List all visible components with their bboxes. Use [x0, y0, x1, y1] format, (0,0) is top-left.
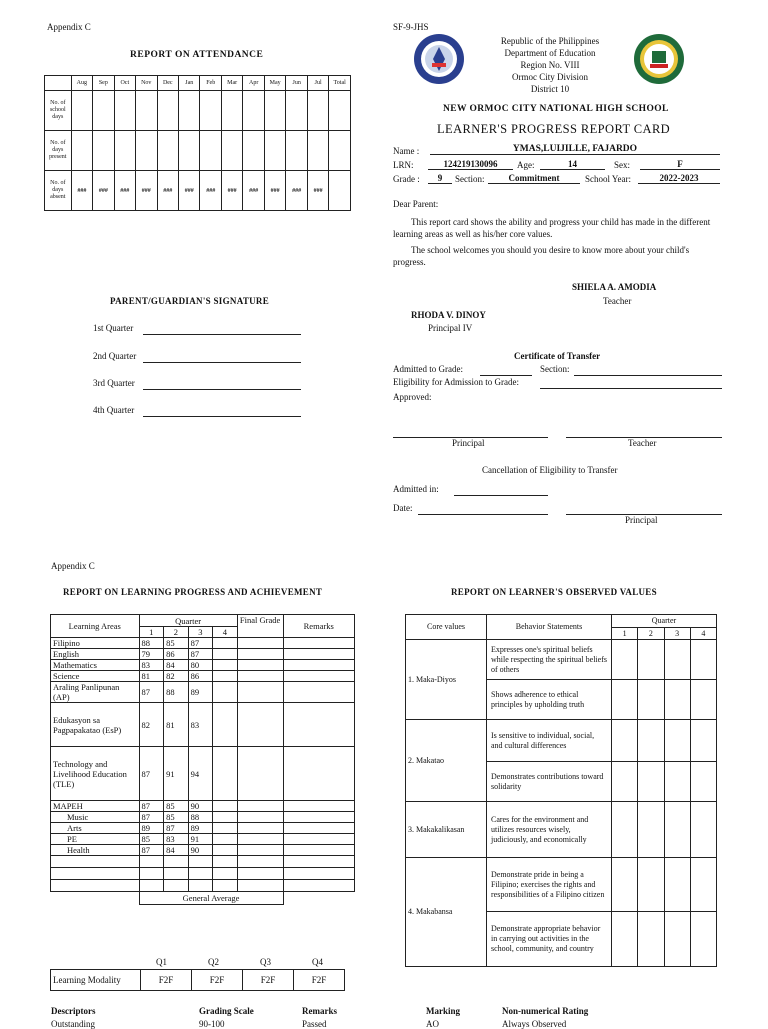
- sex-label: Sex:: [614, 160, 631, 170]
- grade-cell: 90: [188, 845, 213, 856]
- grade-cell: 85: [164, 638, 189, 649]
- grade-cell: 87: [188, 638, 213, 649]
- modality-value: F2F: [294, 970, 345, 991]
- welcome-paragraph: The school welcomes you should you desire to know more about your child's progress.: [393, 245, 690, 267]
- core-value-label: 4. Makabansa: [406, 858, 487, 967]
- modality-q3: Q3: [260, 957, 271, 967]
- eligibility-line[interactable]: [540, 377, 722, 389]
- principal-caption: Principal: [452, 438, 485, 448]
- absent-cell: ###: [157, 171, 178, 211]
- table-row: [51, 649, 355, 660]
- general-average-label: General Average: [139, 892, 283, 905]
- grade-cell: 85: [164, 812, 189, 823]
- section-value: Commitment: [488, 173, 580, 184]
- subject-name: Edukasyon sa Pagpapakatao (EsP): [51, 703, 140, 747]
- modality-table: [50, 969, 345, 991]
- subject-name: Health: [51, 845, 140, 856]
- header-line: Region No. VIII: [520, 60, 580, 70]
- grade-cell: 81: [164, 703, 189, 747]
- subject-name: Arts: [51, 823, 140, 834]
- lrn-value: 124219130096: [428, 159, 513, 170]
- appendix-label-bottom: Appendix C: [51, 561, 95, 571]
- behavior-statement: Demonstrate pride in being a Filipino; exercises the rights and responsibilities of a Filipino citizen: [487, 858, 612, 912]
- behavior-statement: Is sensitive to individual, social, and cultural differences: [487, 720, 612, 762]
- cancellation-principal-caption: Principal: [625, 515, 658, 525]
- attendance-table: [44, 75, 351, 211]
- absent-cell: ###: [243, 171, 264, 211]
- date-line[interactable]: [418, 503, 548, 515]
- quarter-number: 3: [188, 627, 213, 638]
- table-row: [51, 812, 355, 823]
- month-header: Jul: [307, 76, 328, 91]
- quarter-label-1: 1st Quarter: [93, 323, 134, 333]
- modality-label: Learning Modality: [51, 970, 141, 991]
- core-value-label: 3. Makakalikasan: [406, 802, 487, 858]
- signature-line-1[interactable]: [143, 323, 301, 335]
- subject-name: Music: [51, 812, 140, 823]
- values-quarter-number: 2: [638, 628, 664, 640]
- header-final-grade: Final Grade: [237, 615, 283, 638]
- admitted-in-label: Admitted in:: [393, 484, 439, 494]
- quarter-number: 4: [213, 627, 238, 638]
- school-seal-icon: [633, 33, 685, 85]
- values-quarter-number: 3: [664, 628, 690, 640]
- absent-cell: ###: [221, 171, 243, 211]
- month-header: Oct: [114, 76, 135, 91]
- row-label-school-days: No. of school days: [45, 91, 72, 131]
- month-header: May: [264, 76, 286, 91]
- cancellation-title: Cancellation of Eligibility to Transfer: [482, 465, 618, 475]
- admitted-grade-label: Admitted to Grade:: [393, 364, 463, 374]
- month-header: Dec: [157, 76, 178, 91]
- table-row: [51, 703, 355, 747]
- modality-q1: Q1: [156, 957, 167, 967]
- values-row: [406, 720, 717, 762]
- legend-marking: AO: [426, 1019, 439, 1029]
- sex-value: F: [640, 159, 720, 170]
- values-row: [406, 802, 717, 858]
- header-remarks: Remarks: [283, 615, 354, 638]
- header-behavior: Behavior Statements: [487, 615, 612, 640]
- grade-cell: 79: [139, 649, 164, 660]
- table-row: [51, 834, 355, 845]
- grade-cell: 80: [188, 660, 213, 671]
- month-header: Apr: [243, 76, 264, 91]
- header-values-quarter: Quarter: [612, 615, 717, 628]
- grade-cell: 82: [139, 703, 164, 747]
- legend-descriptor: Outstanding: [51, 1019, 95, 1029]
- teacher-title: Teacher: [603, 296, 632, 306]
- table-row: [51, 682, 355, 703]
- subject-name: Filipino: [51, 638, 140, 649]
- header-line: Ormoc City Division: [512, 72, 588, 82]
- name-value: YMAS,LUIJILLE, FAJARDO: [430, 144, 720, 155]
- principal-signature-line[interactable]: [393, 426, 548, 438]
- modality-q2: Q2: [208, 957, 219, 967]
- grade-cell: 81: [139, 671, 164, 682]
- grade-cell: 85: [164, 801, 189, 812]
- grade-cell: 94: [188, 747, 213, 801]
- absent-cell: ###: [179, 171, 200, 211]
- month-header: Feb: [200, 76, 221, 91]
- section2-label: Section:: [540, 364, 570, 374]
- modality-q4: Q4: [312, 957, 323, 967]
- subject-name: English: [51, 649, 140, 660]
- admitted-in-line[interactable]: [454, 484, 548, 496]
- signature-title: PARENT/GUARDIAN'S SIGNATURE: [110, 296, 270, 306]
- absent-cell: ###: [93, 171, 114, 211]
- legend-remark: Passed: [302, 1019, 327, 1029]
- school-year-value: 2022-2023: [638, 173, 720, 184]
- grade-cell: 83: [164, 834, 189, 845]
- grade-cell: 91: [188, 834, 213, 845]
- lrn-label: LRN:: [393, 160, 414, 170]
- date-label: Date:: [393, 503, 413, 513]
- absent-cell: ###: [200, 171, 221, 211]
- header-quarter: Quarter: [139, 615, 237, 627]
- grade-cell: 87: [188, 649, 213, 660]
- modality-value: F2F: [243, 970, 294, 991]
- month-header: Nov: [136, 76, 158, 91]
- quarter-label-4: 4th Quarter: [93, 405, 135, 415]
- age-value: 14: [540, 159, 605, 170]
- learning-title: REPORT ON LEARNING PROGRESS AND ACHIEVEMENT: [63, 587, 323, 597]
- grade-cell: 83: [139, 660, 164, 671]
- month-header: Jan: [179, 76, 200, 91]
- behavior-statement: Demonstrates contributions toward solidarity: [487, 762, 612, 802]
- cancellation-principal-line[interactable]: [566, 503, 722, 515]
- header-line: District 10: [530, 84, 570, 94]
- teacher-name: SHIELA A. AMODIA: [572, 282, 657, 292]
- grade-cell: 85: [139, 834, 164, 845]
- quarter-label-3: 3rd Quarter: [93, 378, 135, 388]
- absent-cell: ###: [114, 171, 135, 211]
- grade-cell: 84: [164, 660, 189, 671]
- legend-rating: Always Observed: [502, 1019, 567, 1029]
- legend-scale: 90-100: [199, 1019, 225, 1029]
- modality-value: F2F: [141, 970, 192, 991]
- header-core-values: Core values: [406, 615, 487, 640]
- month-header: Aug: [71, 76, 93, 91]
- section-label: Section:: [455, 174, 485, 184]
- behavior-statement: Demonstrate appropriate behavior in carrying out activities in the school, community, and country: [487, 912, 612, 967]
- absent-cell: ###: [307, 171, 328, 211]
- core-value-label: 2. Makatao: [406, 720, 487, 802]
- legend-remarks-header: Remarks: [302, 1006, 337, 1016]
- legend-descriptors-header: Descriptors: [51, 1006, 96, 1016]
- dear-parent: Dear Parent:: [393, 199, 439, 209]
- certificate-title: Certificate of Transfer: [514, 351, 601, 361]
- grade-cell: 82: [164, 671, 189, 682]
- eligibility-label: Eligibility for Admission to Grade:: [393, 377, 519, 387]
- form-code: SF-9-JHS: [393, 22, 429, 32]
- approved-label: Approved:: [393, 392, 432, 402]
- principal-title: Principal IV: [428, 323, 473, 333]
- absent-cell: ###: [71, 171, 93, 211]
- grade-cell: 87: [164, 823, 189, 834]
- subject-name: MAPEH: [51, 801, 140, 812]
- grade-label: Grade :: [393, 174, 420, 184]
- absent-cell: ###: [136, 171, 158, 211]
- subject-name: Technology and Livelihood Education (TLE): [51, 747, 140, 801]
- grade-cell: 86: [164, 649, 189, 660]
- grade-cell: 87: [139, 801, 164, 812]
- behavior-statement: Shows adherence to ethical principles by upholding truth: [487, 680, 612, 720]
- subject-name: Araling Panlipunan (AP): [51, 682, 140, 703]
- government-header: [480, 35, 620, 95]
- learning-table: [50, 614, 355, 905]
- table-row: [51, 845, 355, 856]
- grade-cell: 89: [188, 823, 213, 834]
- grade-cell: 87: [139, 682, 164, 703]
- values-row: [406, 640, 717, 680]
- intro-paragraph: This report card shows the ability and progress your child has made in the different learning areas as well as his/her core values.: [393, 217, 711, 239]
- admitted-grade-line[interactable]: [480, 364, 532, 376]
- core-value-label: 1. Maka-Diyos: [406, 640, 487, 720]
- signature-line-4[interactable]: [143, 405, 301, 417]
- grade-cell: 88: [139, 638, 164, 649]
- absent-cell: ###: [264, 171, 286, 211]
- month-header: Jun: [286, 76, 307, 91]
- teacher-signature-line[interactable]: [566, 426, 722, 438]
- grade-cell: 86: [188, 671, 213, 682]
- deped-seal-icon: [413, 33, 465, 85]
- header-line: Republic of the Philippines: [500, 36, 600, 46]
- row-label-days-absent: No. of days absent: [45, 171, 72, 211]
- subject-name: PE: [51, 834, 140, 845]
- table-row: [51, 747, 355, 801]
- quarter-number: 1: [139, 627, 164, 638]
- table-row: [51, 671, 355, 682]
- grade-cell: 89: [188, 682, 213, 703]
- card-title: LEARNER'S PROGRESS REPORT CARD: [437, 122, 671, 136]
- grade-value: 9: [428, 173, 452, 184]
- appendix-label-top: Appendix C: [47, 22, 91, 32]
- subject-name: Science: [51, 671, 140, 682]
- legend-grading-scale-header: Grading Scale: [199, 1006, 254, 1016]
- row-label-days-present: No. of days present: [45, 131, 72, 171]
- table-row: [51, 823, 355, 834]
- age-label: Age:: [517, 160, 535, 170]
- grade-cell: 83: [188, 703, 213, 747]
- values-title: REPORT ON LEARNER'S OBSERVED VALUES: [451, 587, 657, 597]
- values-quarter-number: 4: [690, 628, 716, 640]
- signature-line-2[interactable]: [143, 351, 301, 363]
- header-line: Department of Education: [504, 48, 596, 58]
- legend-nonnumerical-header: Non-numerical Rating: [502, 1006, 589, 1016]
- values-table: [405, 614, 717, 967]
- teacher-caption: Teacher: [628, 438, 657, 448]
- signature-line-3[interactable]: [143, 378, 301, 390]
- grade-cell: 88: [188, 812, 213, 823]
- behavior-statement: Cares for the environment and utilizes resources wisely, judiciously, and economically: [487, 802, 612, 858]
- behavior-statement: Expresses one's spiritual beliefs while respecting the spiritual beliefs of others: [487, 640, 612, 680]
- absent-cell: ###: [286, 171, 307, 211]
- grade-cell: 90: [188, 801, 213, 812]
- principal-name: RHODA V. DINOY: [411, 310, 486, 320]
- subject-name: Mathematics: [51, 660, 140, 671]
- grade-cell: 91: [164, 747, 189, 801]
- school-name: NEW ORMOC CITY NATIONAL HIGH SCHOOL: [443, 104, 669, 114]
- school-year-label: School Year:: [585, 174, 632, 184]
- quarter-label-2: 2nd Quarter: [93, 351, 137, 361]
- legend-marking-header: Marking: [426, 1006, 461, 1016]
- modality-value: F2F: [192, 970, 243, 991]
- grade-cell: 89: [139, 823, 164, 834]
- header-learning-areas: Learning Areas: [51, 615, 140, 638]
- grade-cell: 87: [139, 747, 164, 801]
- table-row: [51, 801, 355, 812]
- month-header: Total: [329, 76, 351, 91]
- values-quarter-number: 1: [612, 628, 638, 640]
- values-row: [406, 858, 717, 912]
- quarter-number: 2: [164, 627, 189, 638]
- month-header: Mar: [221, 76, 243, 91]
- grade-cell: 87: [139, 845, 164, 856]
- table-row: [51, 638, 355, 649]
- grade-cell: 87: [139, 812, 164, 823]
- section2-line[interactable]: [574, 364, 722, 376]
- name-label: Name :: [393, 146, 420, 156]
- attendance-title: REPORT ON ATTENDANCE: [130, 50, 264, 60]
- table-row: [51, 660, 355, 671]
- grade-cell: 88: [164, 682, 189, 703]
- grade-cell: 84: [164, 845, 189, 856]
- month-header: Sep: [93, 76, 114, 91]
